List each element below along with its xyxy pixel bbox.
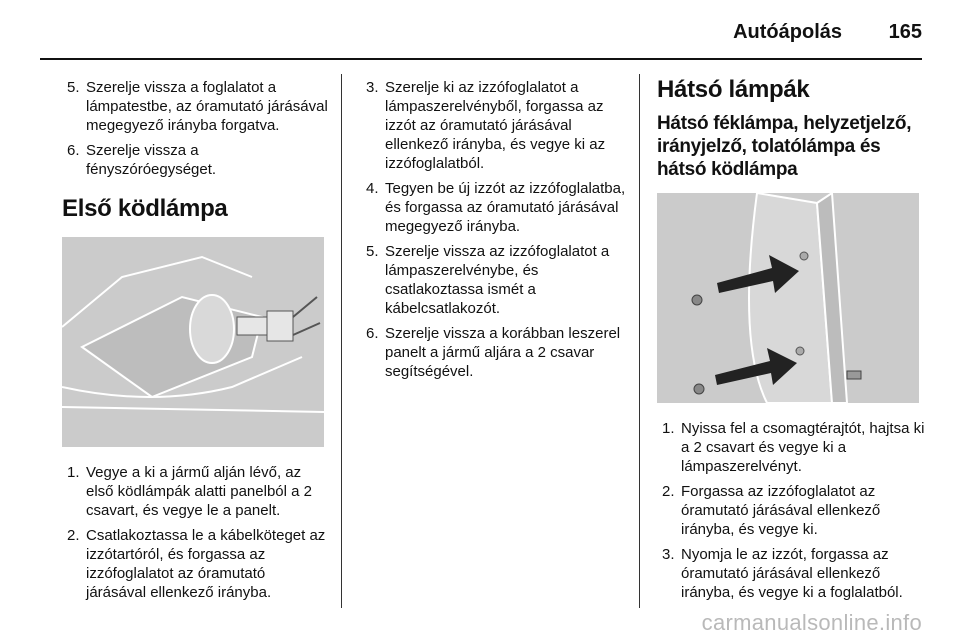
fog-lamp-illustration — [62, 237, 324, 447]
step-item — [657, 419, 925, 476]
rear-lamp-drawing — [657, 193, 919, 403]
step-text: Nyomja le az izzót, forgassa az óramutató járásával ellenkező irányba, és vegye ki a foglalatból. — [681, 546, 903, 601]
steps-list — [361, 78, 629, 381]
section-title: Autóápolás — [733, 21, 842, 43]
step-text: Szerelje ki az izzófoglalatot a lámpaszerelvényből, forgassa az izzót az óramutató járásával ellenkező irányba, és vegye ki az izzófoglalatból. — [385, 79, 606, 172]
step-item — [361, 242, 629, 318]
column-3 — [657, 76, 925, 608]
steps-list — [657, 419, 925, 602]
step-item — [62, 78, 328, 135]
step-item — [361, 78, 629, 173]
column-2 — [361, 78, 629, 387]
step-number: 1. — [67, 464, 80, 481]
step-text: Nyissa fel a csomagtérajtót, hajtsa ki a 2 csavart és vegye ki a lámpaszerelvényt. — [681, 420, 925, 475]
header-rule — [40, 58, 922, 60]
step-item — [62, 463, 328, 520]
column-divider-2 — [639, 74, 640, 608]
watermark: carmanualsonline.info — [701, 610, 922, 635]
step-item — [361, 324, 629, 381]
step-number: 1. — [662, 420, 675, 437]
step-number: 3. — [366, 79, 379, 96]
step-number: 5. — [366, 243, 379, 260]
page-header — [0, 0, 960, 60]
step-number: 2. — [662, 483, 675, 500]
section-heading-rear-lamps: Hátsó lámpák — [657, 76, 810, 103]
step-item — [657, 545, 925, 602]
column-1 — [62, 78, 328, 608]
step-number: 5. — [67, 79, 80, 96]
step-text: Szerelje vissza az izzófoglalatot a lámpaszerelvénybe, és csatlakoztassa ismét a kábelcsatlakozót. — [385, 243, 610, 317]
subheading-rear-lamps: Hátsó féklámpa, helyzetjelző, irányjelző, tolatólámpa és hátsó ködlámpa — [657, 113, 912, 180]
steps-list-bottom — [62, 463, 328, 602]
steps-list-top — [62, 78, 328, 179]
step-text: Vegye a ki a jármű alján lévő, az első ködlámpák alatti panelból a 2 csavart, és vegye le a panelt. — [86, 464, 312, 519]
step-text: Tegyen be új izzót az izzófoglalatba, és forgassa az óramutató járásával megegyező irányba. — [385, 180, 626, 235]
fog-lamp-drawing — [62, 237, 324, 447]
step-item — [361, 179, 629, 236]
step-number: 6. — [67, 142, 80, 159]
step-number: 4. — [366, 180, 379, 197]
step-text: Csatlakoztassa le a kábelköteget az izzótartóról, és forgassa az izzófoglalatot az óramutató járásával ellenkező irányba. — [86, 527, 326, 601]
step-item — [62, 141, 328, 179]
step-item — [657, 482, 925, 539]
step-number: 6. — [366, 325, 379, 342]
section-heading-front-fog: Első ködlámpa — [62, 195, 228, 222]
column-divider-1 — [341, 74, 342, 608]
step-item — [62, 526, 328, 602]
step-number: 2. — [67, 527, 80, 544]
step-text: Szerelje vissza a foglalatot a lámpatestbe, az óramutató járásával megegyező irányba forgatva. — [86, 79, 328, 134]
step-text: Szerelje vissza a fényszóróegységet. — [86, 142, 217, 178]
step-text: Szerelje vissza a korábban leszerel panelt a jármű aljára a 2 csavar segítségével. — [385, 325, 621, 380]
step-text: Forgassa az izzófoglalatot az óramutató járásával ellenkező irányba, és vegye ki. — [681, 483, 881, 538]
page-number: 165 — [888, 21, 922, 43]
rear-lamp-illustration — [657, 193, 919, 403]
step-number: 3. — [662, 546, 675, 563]
